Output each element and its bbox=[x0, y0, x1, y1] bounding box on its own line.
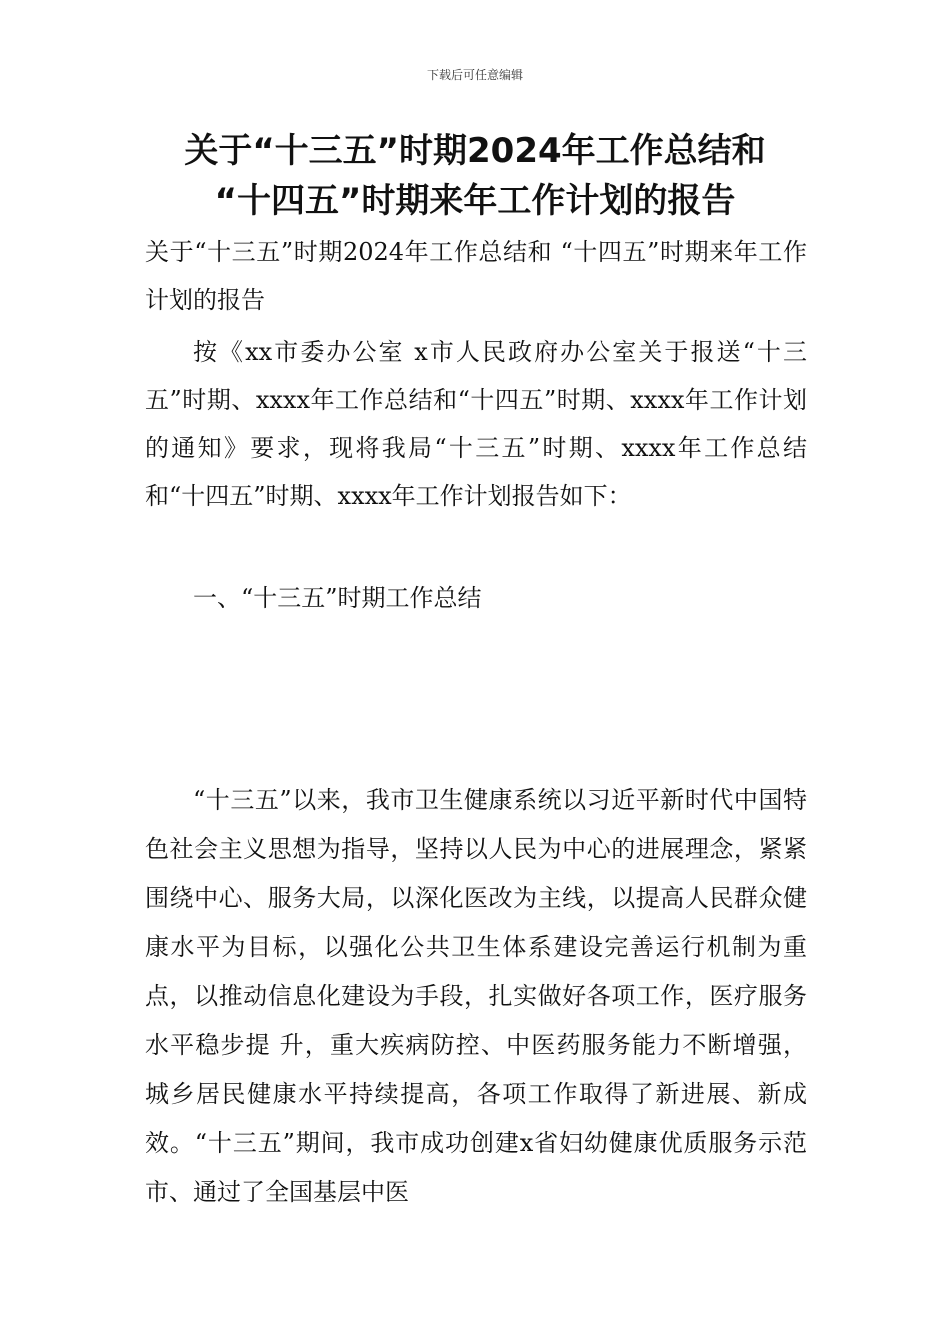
body-paragraph: “十三五”以来，我市卫生健康系统以习近平新时代中国特色社会主义思想为指导，坚持以人民为中心的进展理念，紧紧围绕中心、服务大局，以深化医改为主线，以提高人民群众健康水平为目标，以强化公共卫生体系建设完善运行机制为重点，以推动信息化建设为手段，扎实做好各项工作，医疗服务水平稳步提 升，重大疾病防控、中医药服务能力不断增强， 城乡居民健康水平持续提高，各项工作取得了新进展、新成效。“十三五”期间，我市成功创建x省妇幼健康优质服务示范市、通过了全国基层中医 bbox=[145, 786, 807, 1206]
header-note: 下载后可任意编辑 bbox=[426, 68, 523, 82]
document-subtitle: 关于“十三五”时期2024年工作总结和 “十四五”时期来年工作计划的报告 bbox=[145, 238, 807, 314]
title-line-2: “十四五”时期来年工作计划的报告 bbox=[214, 181, 736, 221]
intro-paragraph: 按《xx市委办公室 x市人民政府办公室关于报送“十三五”时期、xxxx年工作总结和“十四五”时期、xxxx年工作计划的通知》要求，现将我局“十三五”时期、xxxx年工作总结和“十四五”时期、xxxx年工作计划报告如下： bbox=[145, 338, 807, 510]
section-heading: 一、“十三五”时期工作总结 bbox=[193, 584, 482, 612]
document-title bbox=[0, 126, 950, 226]
title-line-1: 关于“十三五”时期2024年工作总结和 bbox=[184, 131, 766, 171]
